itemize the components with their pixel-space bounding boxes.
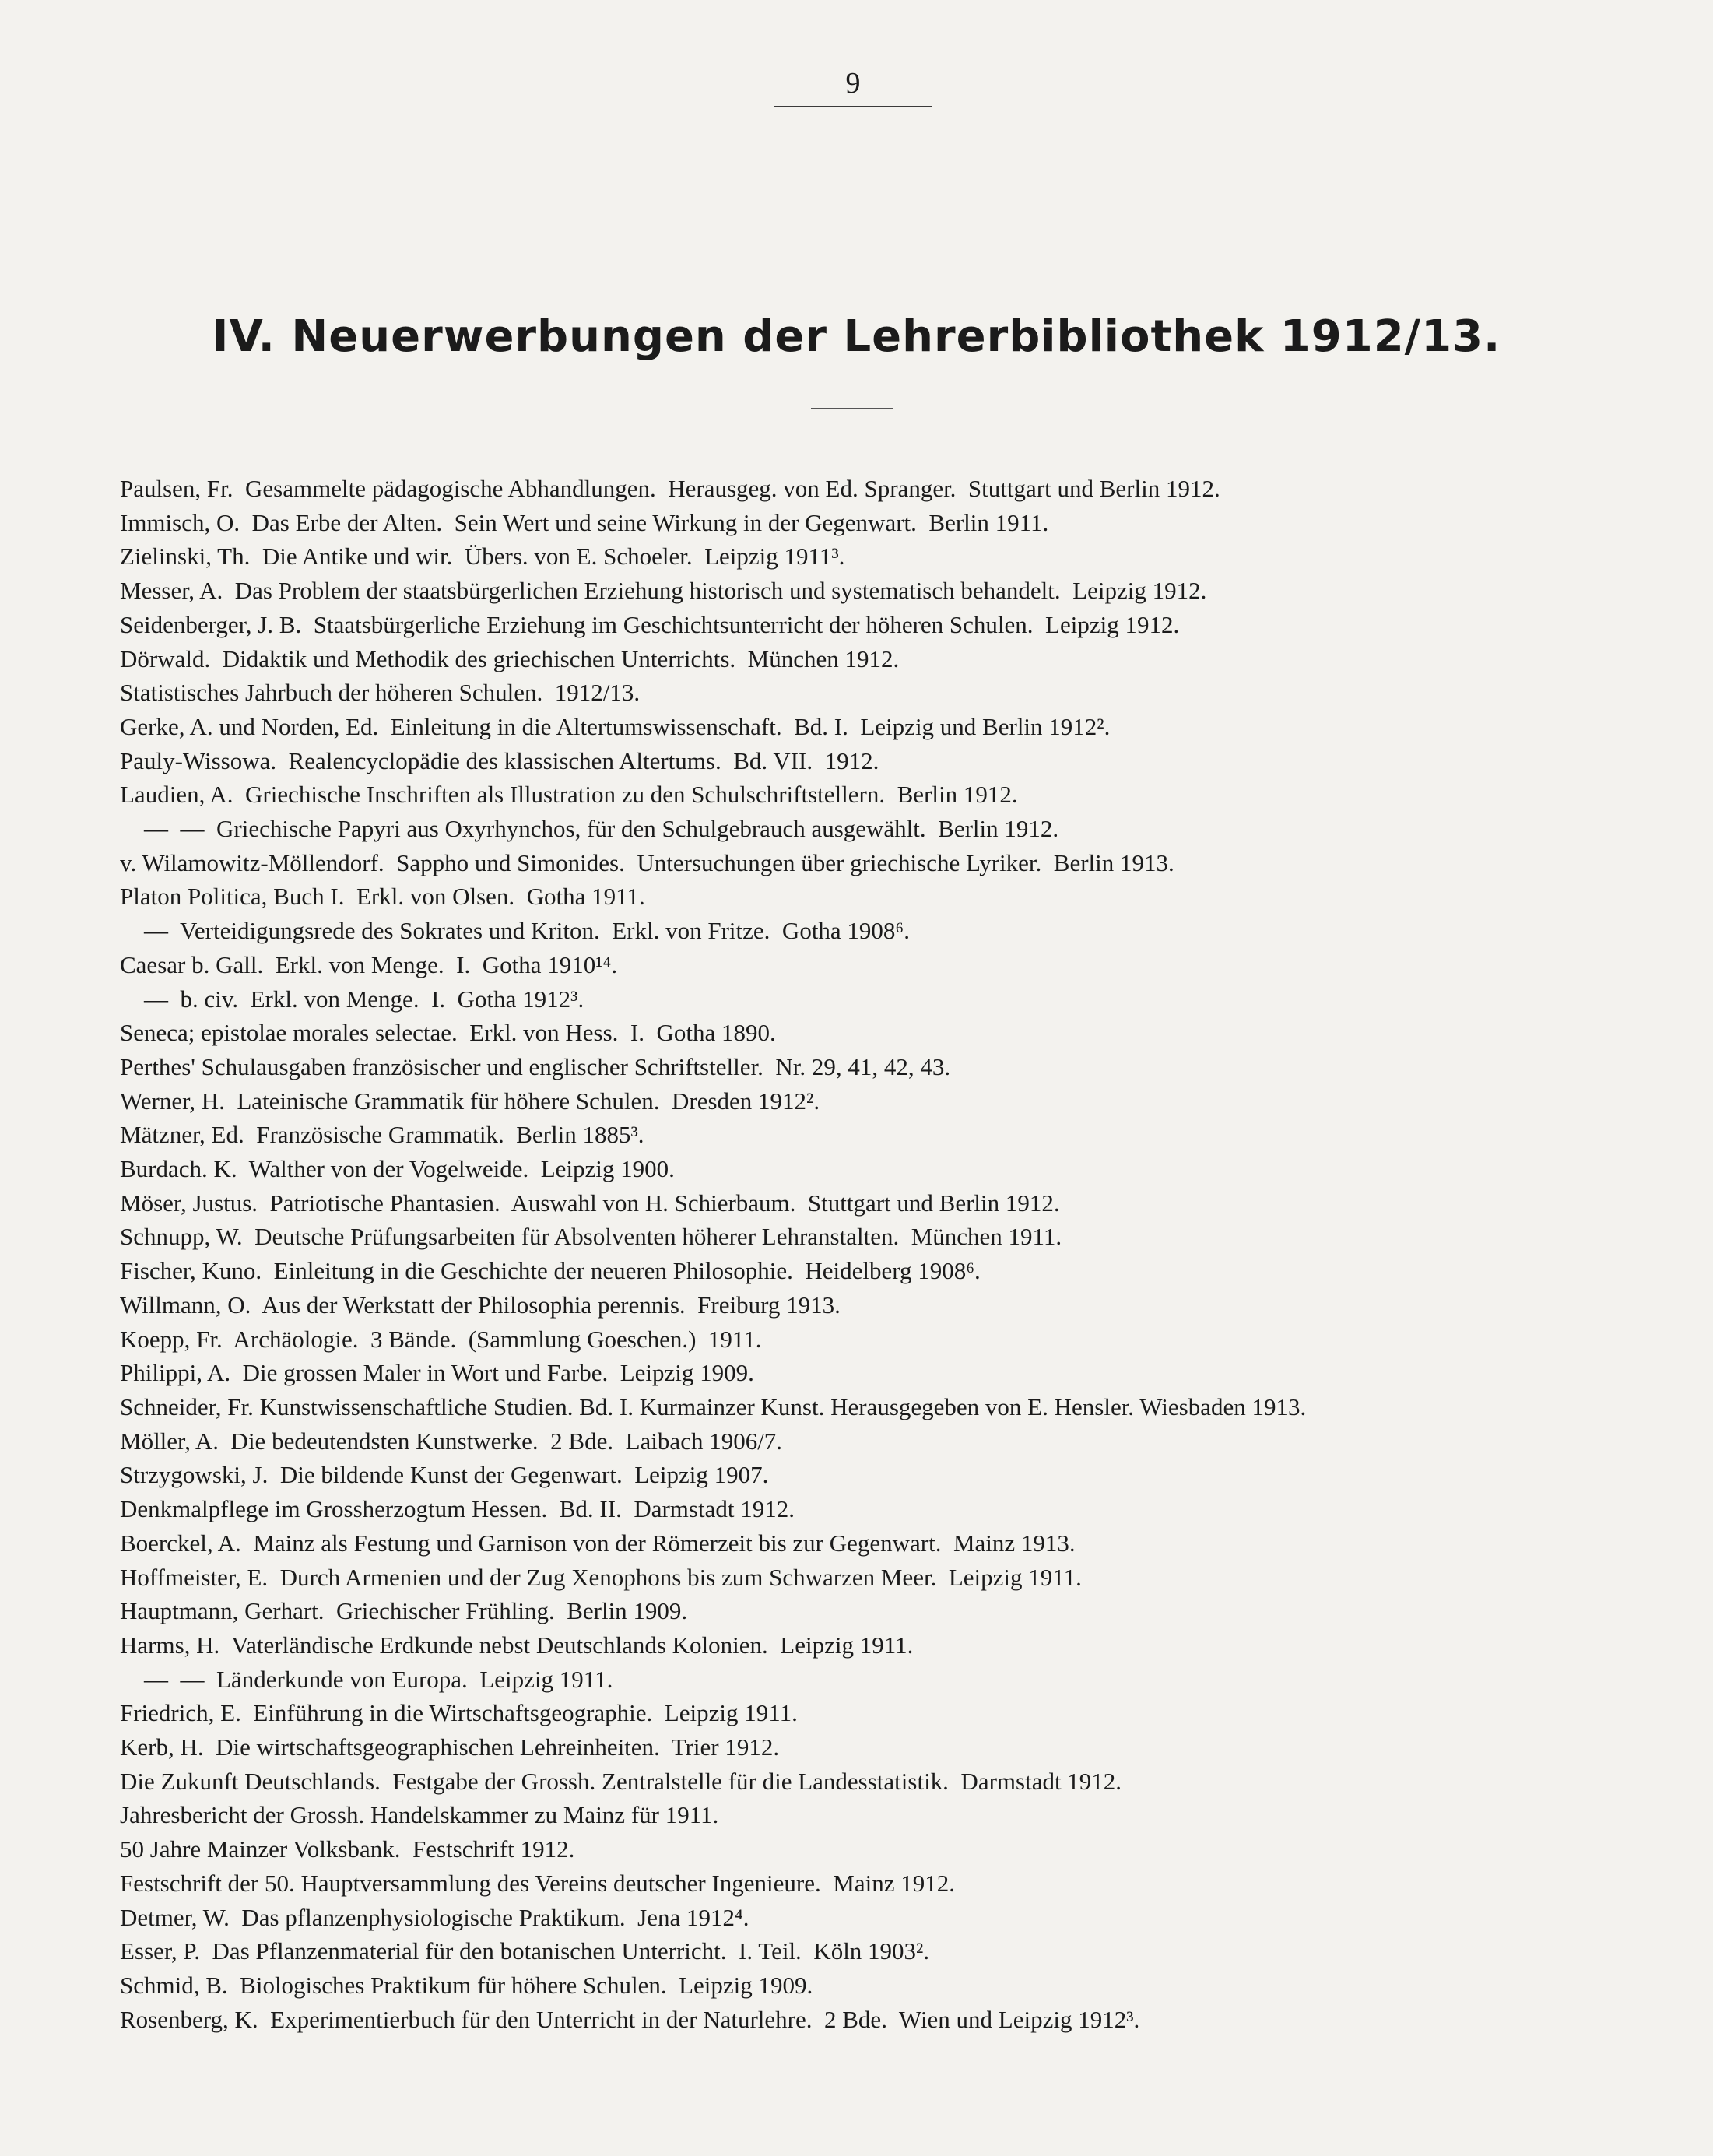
list-item: Philippi, A. Die grossen Maler in Wort und Farbe. Leipzig 1909. [120, 1359, 754, 1387]
list-item: Pauly-Wissowa. Realencyclopädie des klassischen Altertums. Bd. VII. 1912. [120, 746, 879, 774]
list-item: Möller, A. Die bedeutendsten Kunstwerke. 2 Bde. Laibach 1906/7. [120, 1427, 783, 1455]
list-item: Mätzner, Ed. Französische Grammatik. Berlin 1885³. [120, 1121, 644, 1149]
list-item: Hoffmeister, E. Durch Armenien und der Zug Xenophons bis zum Schwarzen Meer. Leipzig 1911. [120, 1563, 1082, 1591]
page-number: 9 [845, 67, 861, 100]
list-item: Schnupp, W. Deutsche Prüfungsarbeiten für Absolventen höherer Lehranstalten. München 1911. [120, 1223, 1062, 1251]
list-item: Friedrich, E. Einführung in die Wirtschaftsgeographie. Leipzig 1911. [120, 1699, 798, 1727]
list-item: — b. civ. Erkl. von Menge. I. Gotha 1912³. [120, 985, 584, 1013]
list-item: Caesar b. Gall. Erkl. von Menge. I. Gotha 1910¹⁴. [120, 950, 618, 978]
list-item: Platon Politica, Buch I. Erkl. von Olsen. Gotha 1911. [120, 883, 645, 911]
list-item: Die Zukunft Deutschlands. Festgabe der Grossh. Zentralstelle für die Landesstatistik. Darmstadt 1912. [120, 1767, 1122, 1795]
list-item: Messer, A. Das Problem der staatsbürgerlichen Erziehung historisch und systematisch behandelt. Leipzig 1912. [120, 577, 1207, 605]
list-item: Detmer, W. Das pflanzenphysiologische Praktikum. Jena 1912⁴. [120, 1903, 749, 1931]
list-item: Kerb, H. Die wirtschaftsgeographischen Lehreinheiten. Trier 1912. [120, 1733, 780, 1761]
list-item: Seneca; epistolae morales selectae. Erkl. von Hess. I. Gotha 1890. [120, 1019, 776, 1047]
list-item: Perthes' Schulausgaben französischer und englischer Schriftsteller. Nr. 29, 41, 42, 43. [120, 1052, 951, 1080]
list-item: Burdach. K. Walther von der Vogelweide. Leipzig 1900. [120, 1155, 675, 1183]
list-item: Gerke, A. und Norden, Ed. Einleitung in die Altertumswissenschaft. Bd. I. Leipzig und Berlin 1912². [120, 712, 1111, 740]
list-item: Strzygowski, J. Die bildende Kunst der Gegenwart. Leipzig 1907. [120, 1461, 769, 1489]
list-item: Hauptmann, Gerhart. Griechischer Frühling. Berlin 1909. [120, 1597, 688, 1625]
list-item: Fischer, Kuno. Einleitung in die Geschichte der neueren Philosophie. Heidelberg 1908⁶. [120, 1257, 981, 1285]
list-item: Harms, H. Vaterländische Erdkunde nebst Deutschlands Kolonien. Leipzig 1911. [120, 1631, 914, 1659]
list-item: v. Wilamowitz-Möllendorf. Sappho und Simonides. Untersuchungen über griechische Lyriker. Berlin 1913. [120, 848, 1174, 876]
list-item: Laudien, A. Griechische Inschriften als Illustration zu den Schulschriftstellern. Berlin 1912. [120, 781, 1018, 809]
list-item: Jahresbericht der Grossh. Handelskammer zu Mainz für 1911. [120, 1801, 719, 1829]
list-item: Werner, H. Lateinische Grammatik für höhere Schulen. Dresden 1912². [120, 1087, 820, 1115]
list-item: Schmid, B. Biologisches Praktikum für höhere Schulen. Leipzig 1909. [120, 1971, 813, 1999]
list-item: Festschrift der 50. Hauptversammlung des Vereins deutscher Ingenieure. Mainz 1912. [120, 1869, 955, 1897]
list-item: 50 Jahre Mainzer Volksbank. Festschrift 1912. [120, 1835, 575, 1863]
list-item: Schneider, Fr. Kunstwissenschaftliche Studien. Bd. I. Kurmainzer Kunst. Herausgegeben von E. Hensler. Wiesbaden 1913. [120, 1392, 1307, 1420]
list-item: Rosenberg, K. Experimentierbuch für den Unterricht in der Naturlehre. 2 Bde. Wien und Leipzig 1912³. [120, 2005, 1140, 2033]
list-item: Esser, P. Das Pflanzenmaterial für den botanischen Unterricht. I. Teil. Köln 1903². [120, 1937, 930, 1965]
list-item: — — Länderkunde von Europa. Leipzig 1911. [120, 1665, 613, 1693]
list-item: Koepp, Fr. Archäologie. 3 Bände. (Sammlung Goeschen.) 1911. [120, 1325, 762, 1353]
list-item: Paulsen, Fr. Gesammelte pädagogische Abhandlungen. Herausgeg. von Ed. Spranger. Stuttgart und Berlin 1912. [120, 475, 1220, 502]
list-item: Möser, Justus. Patriotische Phantasien. Auswahl von H. Schierbaum. Stuttgart und Berlin 1912. [120, 1189, 1060, 1217]
page-title: IV. Neuerwerbungen der Lehrerbibliothek 1912/13. [212, 311, 1501, 362]
list-item: Willmann, O. Aus der Werkstatt der Philosophia perennis. Freiburg 1913. [120, 1290, 841, 1319]
list-item: — — Griechische Papyri aus Oxyrhynchos, für den Schulgebrauch ausgewählt. Berlin 1912. [120, 815, 1059, 843]
list-item: Statistisches Jahrbuch der höheren Schulen. 1912/13. [120, 679, 641, 707]
list-item: Dörwald. Didaktik und Methodik des griechischen Unterrichts. München 1912. [120, 644, 900, 672]
list-item: Denkmalpflege im Grossherzogtum Hessen. Bd. II. Darmstadt 1912. [120, 1495, 795, 1523]
heading-divider [811, 408, 893, 409]
list-item: Zielinski, Th. Die Antike und wir. Übers. von E. Schoeler. Leipzig 1911³. [120, 543, 845, 571]
bibliography-list [120, 472, 1599, 2036]
list-item: — Verteidigungsrede des Sokrates und Kriton. Erkl. von Fritze. Gotha 1908⁶. [120, 917, 910, 945]
list-item: Immisch, O. Das Erbe der Alten. Sein Wert und seine Wirkung in der Gegenwart. Berlin 1911. [120, 508, 1049, 536]
list-item: Boerckel, A. Mainz als Festung und Garnison von der Römerzeit bis zur Gegenwart. Mainz 1913. [120, 1529, 1076, 1557]
list-item: Seidenberger, J. B. Staatsbürgerliche Erziehung im Geschichtsunterricht der höheren Schulen. Leipzig 1912. [120, 610, 1180, 638]
page-number-rule [774, 106, 932, 107]
